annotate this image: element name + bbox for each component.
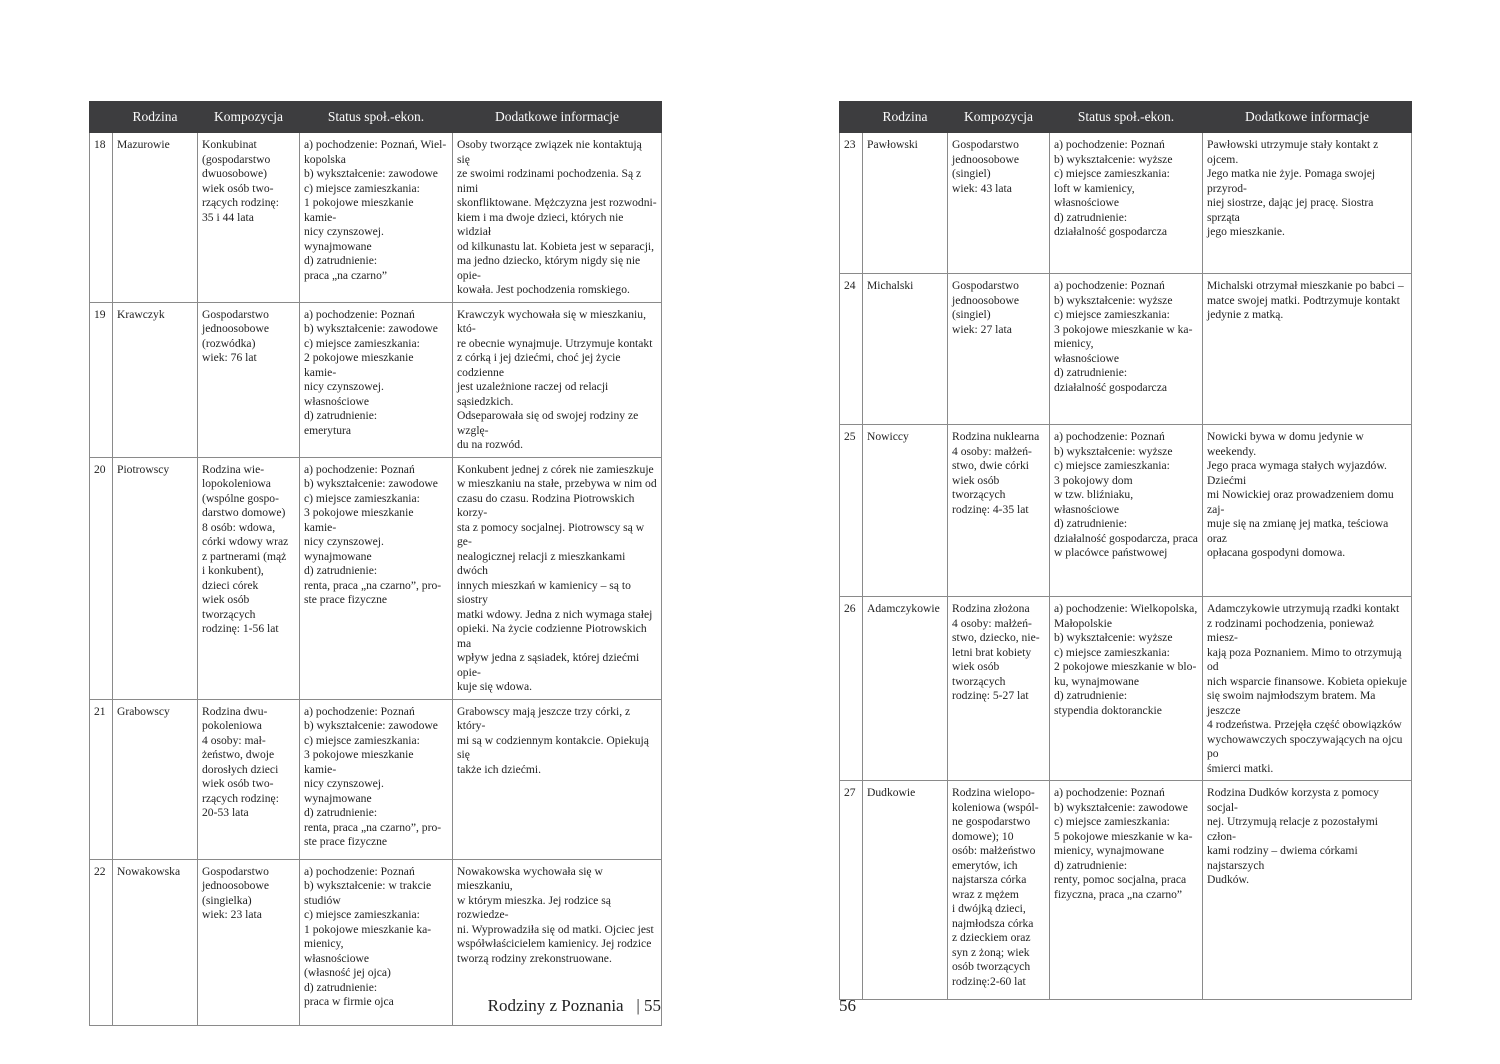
family-name: Krawczyk (117, 307, 165, 321)
row-number: 22 (94, 864, 106, 878)
family-name: Nowiccy (867, 430, 909, 443)
header-rodzina: Rodzina (113, 102, 198, 133)
header-status: Status społ.-ekon. (300, 102, 453, 133)
family-name: Mazurowie (117, 138, 170, 151)
row-number: 21 (94, 704, 106, 718)
row-number: 18 (94, 138, 106, 151)
table-row (840, 781, 1412, 1000)
info-cell: Adamczykowie utrzymują rzadki kontakt z rodzinami pochodzenia, ponieważ miesz- kają poza Poznaniem. Mimo to otrzymują od nich wsparcie finansowe. Kobieta opiekuje się swoim najmłodszym bratem. Ma jeszcze 4 rodzeństwa. Przejęła część obowiązków wychowawczych spoczywających na ojcu po śmierci matki. (1207, 602, 1407, 775)
family-name: Pawłowski (867, 138, 918, 151)
info-cell: Osoby tworzące związek nie kontaktują się ze swoimi rodzinami pochodzenia. Są z nimi skonfliktowane. Mężczyzna jest rozwodni- kiem i ma dwoje dzieci, których nie widział od kilkunastu lat. Kobieta jest w separacji, ma jedno dziecko, którym nigdy się nie opie- kowała. Jest pochodzenia romskiego. (457, 138, 657, 296)
table-row (840, 425, 1412, 597)
table-row (840, 133, 1412, 274)
family-name: Nowakowska (117, 864, 181, 878)
info-cell: Michalski otrzymał mieszkanie po babci – matce swojej matki. Podtrzymuje kontakt jedynie z matką. (1207, 279, 1404, 321)
info-cell: Konkubent jednej z córek nie zamieszkuje w mieszkaniu na stałe, przebywa w nim od czasu do czasu. Rodzina Piotrowskich korzy- sta z pomocy socjalnej. Piotrowscy są w ge- nealogicznej relacji z mieszkankami dwóch innych mieszkań w kamienicy – są to siostry matki wdowy. Jedna z nich wymaga stałej opieki. Na życie codzienne Piotrowskich ma wpływ jedna z sąsiadek, której dziećmi opie- kuje się wdowa. (457, 462, 657, 693)
composition-cell: Rodzina wie- lopokoleniowa (wspólne gospo- darstwo domowe) 8 osób: wdowa, córki wdowy wraz z partnerami (mąż i konkubent), dzieci córek wiek osób tworzących rodzinę: 1-56 lat (202, 462, 289, 635)
header-rodzina: Rodzina (863, 102, 948, 133)
info-cell: Krawczyk wychowała się w mieszkaniu, któ- re obecnie wynajmuje. Utrzymuje kontakt z córką i jej dziećmi, choć jej życie codzienne jest uzależnione raczej od relacji sąsiedzkich. Odseparowała się od swojej rodziny ze wzglę- du na rozwód. (457, 307, 653, 451)
left-page-table (89, 101, 662, 1026)
family-name: Dudkowie (867, 786, 916, 799)
row-number: 25 (844, 430, 856, 443)
info-cell: Nowakowska wychowała się w mieszkaniu, w którym mieszka. Jej rodzice są rozwiedze- ni. Wyprowadziła się od matki. Ojciec jest współwłaścicielem kamienicy. Jej rodzice tworzą rodziny zrekonstruowane. (457, 864, 654, 965)
composition-cell: Rodzina dwu- pokoleniowa 4 osoby: mał- żeństwo, dwoje dorosłych dzieci wiek osób two- rzących rodzinę: 20-53 lata (202, 704, 279, 819)
header-dodatkowe: Dodatkowe informacje (1203, 102, 1412, 133)
info-cell: Rodzina Dudków korzysta z pomocy socjal- nej. Utrzymują relacje z pozostałymi człon- kami rodziny – dwiema córkami najstarszych Dudków. (1207, 786, 1379, 886)
status-cell: a) pochodzenie: Poznań b) wykształcenie: wyższe c) miejsce zamieszkania: 3 pokojowe mieszkanie w ka- mienicy, własnościowe d) zatrudnienie: działalność gospodarcza (1054, 279, 1193, 394)
header-kompozycja: Kompozycja (948, 102, 1050, 133)
composition-cell: Konkubinat (gospodarstwo dwuosobowe) wiek osób two- rzących rodzinę: 35 i 44 lata (202, 138, 279, 224)
page-number-right: 56 (839, 996, 856, 1015)
row-number: 20 (94, 462, 106, 476)
table-row (90, 133, 662, 303)
header-dodatkowe: Dodatkowe informacje (453, 102, 662, 133)
info-cell: Grabowscy mają jeszcze trzy córki, z który- mi są w codziennym kontakcie. Opiekują się także ich dziećmi. (457, 704, 649, 776)
family-name: Michalski (867, 279, 914, 292)
right-page-table (839, 101, 1412, 1000)
header-kompozycja: Kompozycja (198, 102, 300, 133)
row-number: 19 (94, 307, 106, 321)
row-number: 26 (844, 602, 856, 615)
table-row (90, 457, 662, 699)
table-row (90, 699, 662, 859)
status-cell: a) pochodzenie: Wielkopolska, Małopolskie b) wykształcenie: wyższe c) miejsce zamieszkania: 2 pokojowe mieszkanie w blo- ku, wynajmowane d) zatrudnienie: stypendia doktoranckie (1054, 602, 1198, 717)
family-name: Adamczykowie (867, 602, 940, 615)
composition-cell: Rodzina złożona 4 osoby: małżeń- stwo, dziecko, nie- letni brat kobiety wiek osób tworzących rodzinę: 5-27 lat (952, 602, 1040, 702)
row-number: 24 (844, 279, 856, 292)
family-name: Grabowscy (117, 704, 170, 718)
info-cell: Pawłowski utrzymuje stały kontakt z ojcem. Jego matka nie żyje. Pomaga swojej przyrod- niej siostrze, dając jej pracę. Siostra sprząta jego mieszkanie. (1207, 138, 1379, 238)
composition-cell: Rodzina nuklearna 4 osoby: małżeń- stwo, dwie córki wiek osób tworzących rodzinę: 4-35 lat (952, 430, 1040, 516)
status-cell: a) pochodzenie: Poznań b) wykształcenie: zawodowe c) miejsce zamieszkania: 5 pokojowe mieszkanie w ka- mienicy, wynajmowane d) zatrudnienie: renty, pomoc socjalna, praca fizyczna, praca „na czarno” (1054, 786, 1193, 901)
status-cell: a) pochodzenie: Poznań b) wykształcenie: wyższe c) miejsce zamieszkania: loft w kamienicy, własnościowe d) zatrudnienie: działalność gospodarcza (1054, 138, 1173, 238)
table-header-row (840, 102, 1412, 133)
table-row (840, 274, 1412, 425)
composition-cell: Gospodarstwo jednoosobowe (singiel) wiek: 27 lata (952, 279, 1019, 336)
composition-cell: Gospodarstwo jednoosobowe (singielka) wiek: 23 lata (202, 864, 269, 921)
family-name: Piotrowscy (117, 462, 170, 476)
status-cell: a) pochodzenie: Poznań b) wykształcenie: zawodowe c) miejsce zamieszkania: 3 pokojowe mieszkanie kamie- nicy czynszowej. wynajmowane d) zatrudnienie: renta, praca „na czarno”, pro- ste prace fizyczne (304, 704, 442, 848)
status-cell: a) pochodzenie: Poznań b) wykształcenie: zawodowe c) miejsce zamieszkania: 3 pokojowe mieszkanie kamie- nicy czynszowej. wynajmowane d) zatrudnienie: renta, praca „na czarno”, pro- ste prace fizyczne (304, 462, 442, 606)
status-cell: a) pochodzenie: Poznań, Wiel- kopolska b) wykształcenie: zawodowe c) miejsce zamieszkania: 1 pokojowe mieszkanie kamie- nicy czynszowej. wynajmowane d) zatrudnienie: praca „na czarno” (304, 138, 447, 282)
composition-cell: Rodzina wielopo- koleniowa (wspól- ne gospodarstwo domowe); 10 osób: małżeństwo emerytów, ich najstarsza córka wraz z mężem i dwójką dzieci, najmłodsza córka z dzieckiem oraz syn z żoną; wiek osób tworzących rodzinę:2-60 lat (952, 786, 1039, 988)
page-footer-left: Rodziny z Poznania | 55 (487, 996, 661, 1015)
composition-cell: Gospodarstwo jednoosobowe (singiel) wiek: 43 lata (952, 138, 1019, 195)
table-row (90, 302, 662, 457)
composition-cell: Gospodarstwo jednoosobowe (rozwódka) wiek: 76 lat (202, 307, 269, 364)
table-header-row (90, 102, 662, 133)
status-cell: a) pochodzenie: Poznań b) wykształcenie: wyższe c) miejsce zamieszkania: 3 pokojowy dom w tzw. bliźniaku, własnościowe d) zatrudnienie: działalność gospodarcza, praca w placówce państwowej (1054, 430, 1198, 559)
status-cell: a) pochodzenie: Poznań b) wykształcenie: zawodowe c) miejsce zamieszkania: 2 pokojowe mieszkanie kamie- nicy czynszowej. własnościowe d) zatrudnienie: emerytura (304, 307, 438, 437)
status-cell: a) pochodzenie: Poznań b) wykształcenie: w trakcie studiów c) miejsce zamieszkania: 1 pokojowe mieszkanie ka- mienicy, własnościowe (własność jej ojca) d) zatrudnienie: praca w firmie ojca (304, 864, 432, 1008)
table-row (840, 597, 1412, 781)
info-cell: Nowicki bywa w domu jedynie w weekendy. Jego praca wymaga stałych wyjazdów. Dziećmi mi Nowickiej oraz prowadzeniem domu zaj- muje się na zmianę jej matka, teściowa oraz opłacana gospodyni domowa. (1207, 430, 1394, 559)
header-status: Status społ.-ekon. (1050, 102, 1203, 133)
row-number: 27 (844, 786, 856, 799)
row-number: 23 (844, 138, 856, 151)
